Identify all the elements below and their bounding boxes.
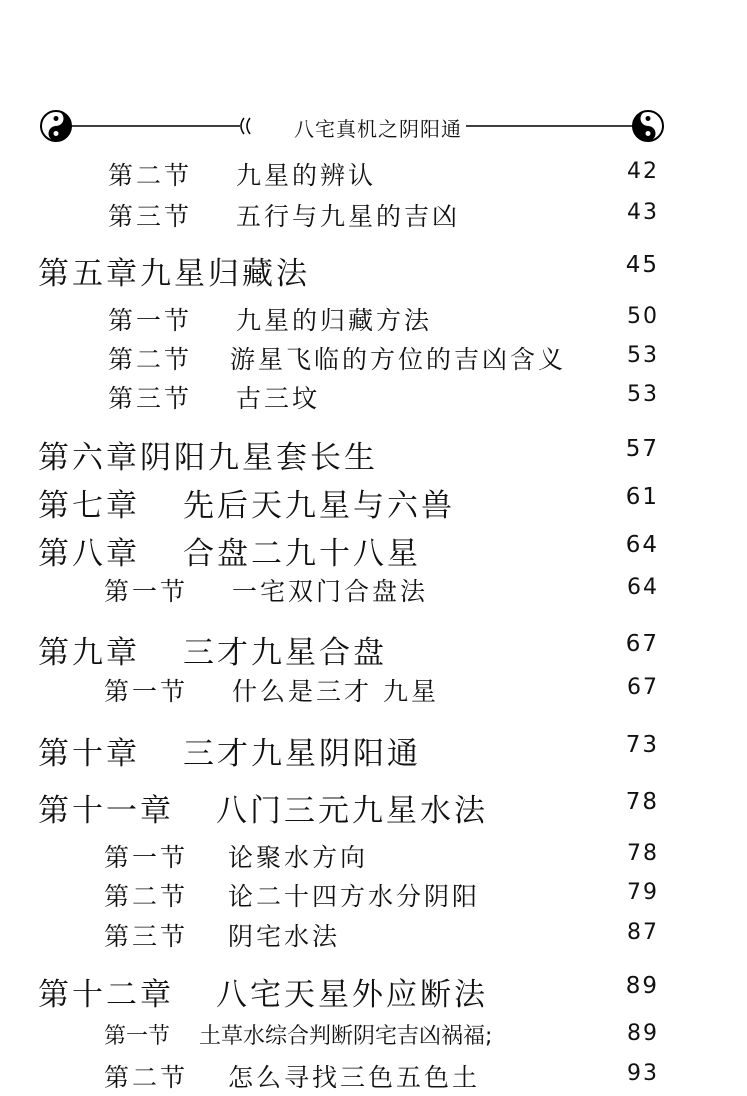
toc-label: 第十一章 [38,793,174,829]
toc-title: 合盘二九十八星 [183,536,421,572]
toc-title: 古三坟 [236,384,321,413]
toc-title: 九星的归藏方法 [236,306,433,335]
toc-title: 一宅双门合盘法 [232,577,429,606]
toc-page: 43 [627,200,659,225]
toc-title: 五行与九星的吉凶 [236,202,461,231]
toc-label: 第一节 [104,577,189,606]
toc-label: 第二节 [108,161,193,190]
header-title: 八宅真机之阴阳通 [290,113,466,142]
toc-page: 89 [625,973,659,999]
toc-label: 第八章 [38,536,140,572]
toc-page: 64 [625,532,659,558]
toc-label: 第十章 [38,736,140,772]
toc-label: 第九章 [38,635,140,671]
toc-page: 61 [625,484,659,510]
toc-page: 78 [625,789,659,815]
toc-title: 怎么寻找三色五色土 [228,1063,481,1092]
toc-label: 第一节 [108,306,193,335]
yin-yang-icon-left [41,111,71,141]
toc-label: 第一节 [104,843,189,872]
toc-title: 八门三元九星水法 [216,793,488,829]
toc-label: 第七章 [38,488,140,524]
toc-label: 第二节 [104,1063,189,1092]
toc-title: 九星的辨认 [236,161,377,190]
toc-page: 64 [627,575,659,600]
toc-title: 八宅天星外应断法 [216,977,488,1013]
toc-page: 67 [625,631,659,657]
toc-title: 三才九星阴阳通 [183,736,421,772]
page-header [36,104,668,148]
scroll-ornament-left-icon [241,118,250,134]
toc-title: 论聚水方向 [228,843,369,872]
toc-title: 三才九星合盘 [183,635,387,671]
toc-page: 67 [627,675,659,700]
toc-page: 45 [625,252,659,278]
toc-label: 第三节 [104,922,189,951]
toc-label: 第二节 [108,345,193,374]
toc-title: 论二十四方水分阴阳 [228,882,481,911]
toc-page: 89 [627,1021,659,1046]
toc-label: 第六章阴阳九星套长生 [38,440,378,476]
toc-page: 78 [627,841,659,866]
toc-label: 第十二章 [38,977,174,1013]
toc-label: 第二节 [104,882,189,911]
toc-page: 42 [627,159,659,184]
toc-page: 57 [625,436,659,462]
toc-label: 第三节 [108,202,193,231]
toc-page: 73 [625,732,659,758]
toc-page: 79 [627,880,659,905]
toc-page: 87 [627,920,659,945]
toc-page: 53 [627,343,659,368]
toc-title: 阴宅水法 [228,922,341,951]
toc-label: 第一节 [104,677,189,706]
toc-label: 第一节 [104,1024,171,1049]
toc-title: 先后天九星与六兽 [183,488,455,524]
toc-page: 93 [627,1061,659,1086]
toc-title: 什么是三才 九星 [232,677,439,706]
toc-label: 第三节 [108,384,193,413]
toc-page: 53 [627,382,659,407]
toc-title: 土草水综合判断阴宅吉凶祸福; [199,1024,493,1049]
toc-page: 50 [627,304,659,329]
toc-label: 第五章九星归藏法 [38,256,310,292]
yin-yang-icon-right [633,111,663,141]
toc-title: 游星飞临的方位的吉凶含义 [230,345,567,374]
